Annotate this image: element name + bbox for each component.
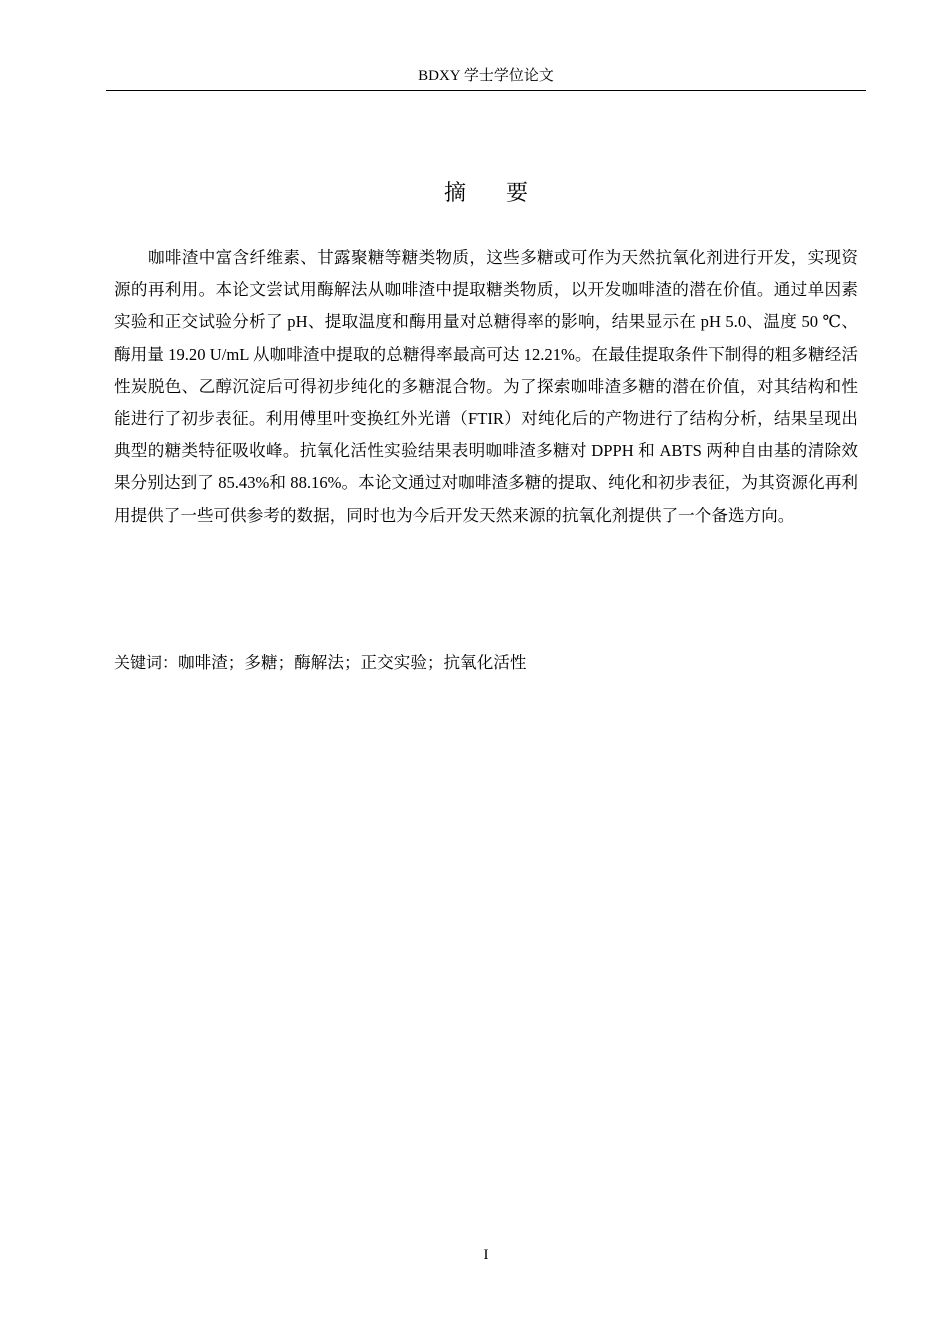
abstract-title: 摘要 [443, 181, 568, 206]
abstract-body: 咖啡渣中富含纤维素、甘露聚糖等糖类物质，这些多糖或可作为天然抗氧化剂进行开发，实现资源的再利用。本论文尝试用酶解法从咖啡渣中提取糖类物质，以开发咖啡渣的潜在价值。通过单因素实验和正交试验分析了 pH、提取温度和酶用量对总糖得率的影响，结果显示在 pH 5.0、温度 50 ℃、酶用量 19.20 U/mL 从咖啡渣中提取的总糖得率最高可达 12.21%。在最佳提取条件下制得的粗多糖经活性炭脱色、乙醇沉淀后可得初步纯化的多糖混合物。为了探索咖啡渣多糖的潜在价值，对其结构和性能进行了初步表征。利用傅里叶变换红外光谱（FTIR）对纯化后的产物进行了结构分析，结果呈现出典型的糖类特征吸收峰。抗氧化活性实验结果表明咖啡渣多糖对 DPPH 和 ABTS 两种自由基的清除效果分别达到了 85.43%和 88.16%。本论文通过对咖啡渣多糖的提取、纯化和初步表征，为其资源化再利用提供了一些可供参考的数据，同时也为今后开发天然来源的抗氧化剂提供了一个备选方向。 [114, 248, 858, 525]
page-number: I [483, 1247, 489, 1263]
running-header: BDXY 学士学位论文 [418, 68, 554, 84]
keywords-label: 关键词： [114, 653, 179, 672]
keywords-line [114, 648, 858, 678]
keywords-items: 咖啡渣；多糖；酶解法；正交实验；抗氧化活性 [178, 653, 527, 672]
header-rule [106, 90, 866, 91]
